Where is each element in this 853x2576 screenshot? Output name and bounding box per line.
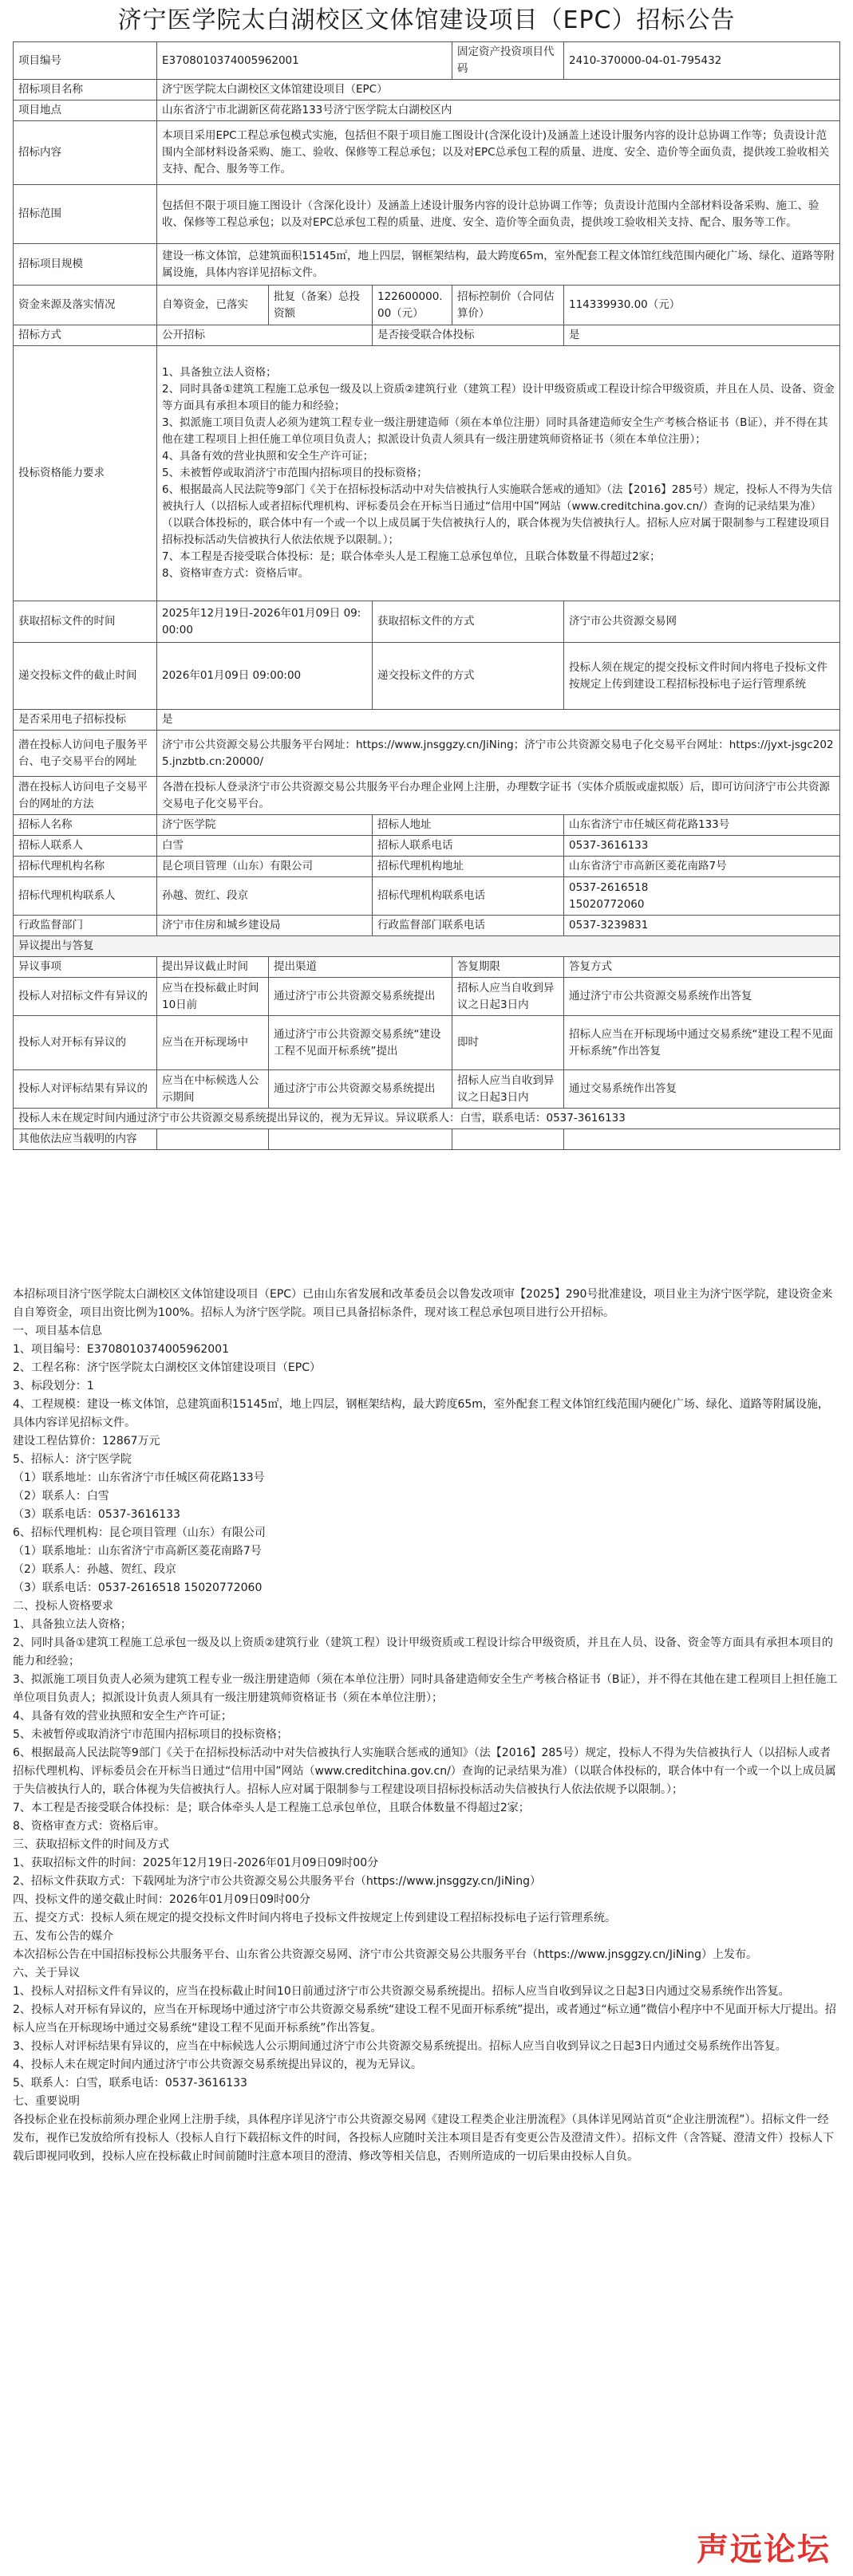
cell-value: 投标人对开标有异议的 (14, 1016, 157, 1070)
body-paragraph: 1、项目编号：E3708010374005962001 (13, 1343, 229, 1356)
cell-value: 济宁市公共资源交易公共服务平台网址：https://www.jnsggzy.cn/JiNing；济宁市公共资源交易电子化交易平台网址：https://jyxt-jsgc2025.jnzbtb.cn:20000/ (157, 731, 840, 777)
cell-label: 招标人联系人 (14, 836, 157, 857)
body-paragraph: 5、招标人：济宁医学院 (13, 1453, 132, 1466)
announcement-body (13, 1286, 839, 2166)
cell-value: 114339930.00（元） (564, 286, 840, 325)
cell-label: 招标项目规模 (14, 244, 157, 286)
table-row (14, 936, 840, 957)
column-header: 答复期限 (452, 957, 564, 978)
body-paragraph: 1、获取招标文件的时间：2025年12月19日-2026年01月09日09时00分 (13, 1857, 379, 1869)
requirement-item: 3、拟派施工项目负责人必须为建筑工程专业一级注册建造师（须在本单位注册）同时具备建造师安全生产考核合格证书（B证），并不得在其他在建工程项目上担任施工单位项目负责人；拟派设计负责人须具有一级注册建筑师资格证书（须在本单位注册）； (162, 416, 828, 446)
body-paragraph: 本招标项目济宁医学院太白湖校区文体馆建设项目（EPC）已由山东省发展和改革委员会以鲁发改项审【2025】290号批准建设，项目业主为济宁医学院，建设资金来自自筹资金，项目出资比例为100%。招标人为济宁医学院。项目已具备招标条件，现对该工程总承包项目进行公开招标。 (13, 1288, 833, 1319)
cell-label: 投标资格能力要求 (14, 346, 157, 601)
cell-label: 其他依法应当载明的内容 (14, 1129, 157, 1150)
body-paragraph: 五、提交方式：投标人须在规定的提交投标文件时间内将电子投标文件按规定上传到建设工程招标投标电子运行管理系统。 (13, 1912, 616, 1924)
section-heading: 二、投标人资格要求 (13, 1600, 113, 1613)
cell-label: 获取招标文件的时间 (14, 601, 157, 643)
body-paragraph: 各投标企业在投标前须办理企业网上注册手续，具体程序详见济宁市公共资源交易网《建设工程类企业注册流程》（具体详见网站首页“企业注册流程”）。招标文件一经发布，视作已发放给所有投标人（投标人自行下载招标文件的时间，各投标人应随时关注本项目是否有变更公告及澄清文件）。招标文件（含答疑、澄清文件）投标人下载后即视同收到，投标人应在投标截止时间前随时注意本项目的澄清、修改等相关信息，否则所造成的一切后果由投标人自负。 (13, 2113, 834, 2163)
body-paragraph: 2、同时具备①建筑工程施工总承包一级及以上资质②建筑行业（建筑工程）设计甲级资质或工程设计综合甲级资质，并且在人员、设备、资金等方面具有承担本项目的能力和经验； (13, 1637, 834, 1668)
cell-value: 即时 (452, 1016, 564, 1070)
cell-label: 项目地点 (14, 100, 157, 121)
cell-value: 招标人应当在开标现场中通过交易系统“建设工程不见面开标系统”作出答复 (564, 1016, 840, 1070)
body-paragraph: 4、具备有效的营业执照和安全生产许可证； (13, 1710, 232, 1723)
cell-label: 潜在投标人访问电子服务平台、电子交易平台的网址 (14, 731, 157, 777)
cell-value: 通过济宁市公共资源交易系统提出 (269, 1070, 452, 1109)
cell-label: 批复（备案）总投资额 (269, 286, 373, 325)
table-row (14, 815, 840, 836)
cell-value: 济宁市住房和城乡建设局 (157, 916, 373, 936)
requirement-item: 2、同时具备①建筑工程施工总承包一级及以上资质②建筑行业（建筑工程）设计甲级资质或工程设计综合甲级资质，并且在人员、设备、资金等方面具有承担本项目的能力和经验； (162, 383, 835, 412)
cell-label: 招标代理机构名称 (14, 857, 157, 877)
table-row (14, 916, 840, 936)
cell-value: 0537-3616133 (564, 836, 840, 857)
table-row (14, 1070, 840, 1109)
cell-label: 是否接受联合体投标 (373, 325, 564, 346)
column-header: 提出异议截止时间 (157, 957, 269, 978)
cell-value: 包括但不限于项目施工图设计（含深化设计）及涵盖上述设计服务内容的设计总协调工作等；负责设计范围内全部材料设备采购、施工、验收、保修等工程总承包；以及对EPC总承包工程的质量、进度、安全、造价等全面负责，提供竣工验收相关支持、配合、服务等工作。 (157, 185, 840, 244)
body-paragraph: （2）联系人：白雪 (13, 1490, 109, 1503)
section-heading: 四、投标文件的递交截止时间：2026年01月09日09时00分 (13, 1893, 310, 1906)
cell-label: 招标方式 (14, 325, 157, 346)
cell-value (564, 877, 840, 916)
body-paragraph: 3、标段划分：1 (13, 1380, 94, 1392)
body-paragraph: 2、工程名称：济宁医学院太白湖校区文体馆建设项目（EPC） (13, 1361, 321, 1374)
cell-label: 递交投标文件的方式 (373, 643, 564, 710)
table-row (14, 1016, 840, 1070)
cell-label: 固定资产投资项目代码 (452, 42, 564, 80)
body-paragraph: 1、具备独立法人资格； (13, 1618, 132, 1631)
cell-label: 行政监督部门联系电话 (373, 916, 564, 936)
cell-label: 招标内容 (14, 121, 157, 185)
cell-label: 招标范围 (14, 185, 157, 244)
cell-value: 山东省济宁市高新区菱花南路7号 (564, 857, 840, 877)
cell-value: 山东省济宁市北湖新区荷花路133号济宁医学院太白湖校区内 (157, 100, 840, 121)
cell-value: 自筹资金，已落实 (157, 286, 269, 325)
table-row (14, 244, 840, 286)
body-paragraph: 建设工程估算价：12867万元 (13, 1435, 160, 1448)
table-row (14, 957, 840, 978)
cell-value: 应当在开标现场中 (157, 1016, 269, 1070)
body-paragraph: 本次招标公告在中国招标投标公共服务平台、山东省公共资源交易网、济宁市公共资源交易公共服务平台（https://www.jnsggzy.cn/JiNing）上发布。 (13, 1948, 758, 1961)
cell-value: 通过济宁市公共资源交易系统提出 (269, 978, 452, 1016)
cell-label: 行政监督部门 (14, 916, 157, 936)
objection-note: 投标人未在规定时间内通过济宁市公共资源交易系统提出异议的，视为无异议。异议联系人：白雪，联系电话：0537-3616133 (14, 1109, 840, 1129)
cell-value: 公开招标 (157, 325, 373, 346)
body-paragraph: 5、未被暂停或取消济宁市范围内招标项目的投标资格； (13, 1728, 288, 1741)
cell-value: 投标人须在规定的提交投标文件时间内将电子投标文件按规定上传到建设工程招标投标电子运行管理系统 (564, 643, 840, 710)
table-row (14, 100, 840, 121)
body-paragraph: 2、投标人对开标有异议的，应当在开标现场中通过济宁市公共资源交易系统“建设工程不见面开标系统”提出，或者通过“标立通”微信小程序中不见面开标大厅提出。招标人应当在开标现场中通过交易系统“建设工程不见面开标系统”作出答复。 (13, 2003, 836, 2034)
cell-label: 项目编号 (14, 42, 157, 80)
cell-value: 0537-3239831 (564, 916, 840, 936)
cell-label: 递交投标文件的截止时间 (14, 643, 157, 710)
body-paragraph: 1、投标人对招标文件有异议的，应当在投标截止时间10日前通过济宁市公共资源交易系统提出。招标人应当自收到异议之日起3日内通过交易系统作出答复。 (13, 1985, 790, 1998)
column-header: 异议事项 (14, 957, 157, 978)
cell-label: 招标人地址 (373, 815, 564, 836)
cell-value: 投标人对评标结果有异议的 (14, 1070, 157, 1109)
table-row (14, 877, 840, 916)
phone-number: 15020772060 (569, 897, 645, 911)
body-paragraph: 3、拟派施工项目负责人必须为建筑工程专业一级注册建造师（须在本单位注册）同时具备建造师安全生产考核合格证书（B证），并不得在其他在建工程项目上担任施工单位项目负责人；拟派设计负责人须具有一级注册建筑师资格证书（须在本单位注册）； (13, 1673, 838, 1704)
tender-info-table (13, 41, 840, 1150)
cell-value (269, 1129, 452, 1150)
body-paragraph: （1）联系地址：山东省济宁市高新区菱花南路7号 (13, 1545, 262, 1558)
table-row (14, 1129, 840, 1150)
table-row (14, 710, 840, 731)
table-row (14, 42, 840, 80)
table-row (14, 601, 840, 643)
cell-label: 招标代理机构联系电话 (373, 877, 564, 916)
cell-value: 是 (564, 325, 840, 346)
table-row (14, 1109, 840, 1129)
table-row (14, 286, 840, 325)
body-paragraph: 6、根据最高人民法院等9部门《关于在招标投标活动中对失信被执行人实施联合惩戒的通知》（法【2016】285号）规定，投标人不得为失信被执行人（以招标人或者招标代理机构、评标委员会在开标当日通过“信用中国”网站（www.creditchina.gov.cn/）查询的记录结果为准）（以联合体投标的，联合体中有一个或一个以上成员属于失信被执行人的，联合体视为失信被执行人。招标人应对属于限制参与工程建设项目招标投标活动失信被执行人依法依规予以限制。）； (13, 1747, 836, 1796)
cell-value (157, 1129, 269, 1150)
cell-value (564, 1129, 840, 1150)
cell-value: 应当在中标候选人公示期间 (157, 1070, 269, 1109)
cell-value: 应当在投标截止时间10日前 (157, 978, 269, 1016)
cell-value: 济宁市公共资源交易网 (564, 601, 840, 643)
table-row (14, 731, 840, 777)
cell-value (452, 1129, 564, 1150)
cell-value: 建设一栋文体馆，总建筑面积15145㎡，地上四层，钢框架结构，最大跨度65m，室外配套工程文体馆红线范围内硬化广场、绿化、道路等附属设施，具体内容详见招标文件。 (157, 244, 840, 286)
cell-value: 通过交易系统作出答复 (564, 1070, 840, 1109)
cell-label: 是否采用电子招标投标 (14, 710, 157, 731)
cell-value: 孙越、贺红、段京 (157, 877, 373, 916)
cell-label: 招标人名称 (14, 815, 157, 836)
cell-value: 各潜在投标人登录济宁市公共资源交易公共服务平台办理企业网上注册，办理数字证书（实体介质版或虚拟版）后，即可访问济宁市公共资源交易电子化交易平台。 (157, 777, 840, 815)
body-paragraph: 2、招标文件获取方式：下载网址为济宁市公共资源交易公共服务平台（https://www.jnsggzy.cn/JiNing） (13, 1875, 541, 1888)
cell-value: 本项目采用EPC工程总承包模式实施，包括但不限于项目施工图设计(含深化设计)及涵盖上述设计服务内容的设计总协调工作等；负责设计范围内全部材料设备采购、施工、验收、保修等工程总承包；以及对EPC总承包工程的质量、进度、安全、造价等全面负责，提供竣工验收相关支持、配合、服务等工作。 (157, 121, 840, 185)
cell-value: 通过济宁市公共资源交易系统“建设工程不见面开标系统”提出 (269, 1016, 452, 1070)
body-paragraph: 3、投标人对评标结果有异议的，应当在中标候选人公示期间通过济宁市公共资源交易系统提出。招标人应当自收到异议之日起3日内通过交易系统作出答复。 (13, 2040, 787, 2053)
cell-value: 济宁医学院太白湖校区文体馆建设项目（EPC） (157, 80, 840, 100)
cell-label: 招标代理机构地址 (373, 857, 564, 877)
cell-label: 招标项目名称 (14, 80, 157, 100)
cell-value: 昆仑项目管理（山东）有限公司 (157, 857, 373, 877)
requirement-item: 4、具备有效的营业执照和安全生产许可证； (162, 450, 374, 463)
section-heading: 六、关于异议 (13, 1967, 80, 1979)
cell-value: 2026年01月09日 09:00:00 (157, 643, 373, 710)
table-row (14, 836, 840, 857)
page-title: 济宁医学院太白湖校区文体馆建设项目（EPC）招标公告 (117, 6, 736, 34)
body-paragraph: 6、招标代理机构：昆仑项目管理（山东）有限公司 (13, 1526, 266, 1539)
cell-value: 投标人对招标文件有异议的 (14, 978, 157, 1016)
cell-label: 获取招标文件的方式 (373, 601, 564, 643)
body-paragraph: 4、工程规模：建设一栋文体馆，总建筑面积15145㎡，地上四层，钢框架结构，最大跨度65m，室外配套工程文体馆红线范围内硬化广场、绿化、道路等附属设施，具体内容详见招标文件。 (13, 1398, 829, 1429)
body-paragraph: 8、资格审查方式：资格后审。 (13, 1820, 165, 1833)
body-paragraph: （1）联系地址：山东省济宁市任城区荷花路133号 (13, 1471, 265, 1484)
requirement-item: 5、未被暂停或取消济宁市范围内招标项目的投标资格； (162, 467, 428, 479)
section-heading: 三、获取招标文件的时间及方式 (13, 1838, 169, 1851)
column-header: 提出渠道 (269, 957, 452, 978)
requirement-item: 8、资格审查方式：资格后审。 (162, 567, 310, 580)
cell-value: 招标人应当自收到异议之日起3日内 (452, 978, 564, 1016)
cell-value: 122600000.00（元） (373, 286, 452, 325)
requirement-item: 6、根据最高人民法院等9部门《关于在招标投标活动中对失信被执行人实施联合惩戒的通知》（法【2016】285号）规定，投标人不得为失信被执行人（以招标人或者招标代理机构、评标委员会在开标当日通过“信用中国”网站（www.creditchina.gov.cn/）查询的记录结果为准）（以联合体投标的，联合体中有一个或一个以上成员属于失信被执行人的，联合体视为失信被执行人。招标人应对属于限制参与工程建设项目招标投标活动失信被执行人依法依规予以限制。）； (162, 483, 833, 546)
cell-label: 潜在投标人访问电子交易平台的网址的方法 (14, 777, 157, 815)
cell-value: 是 (157, 710, 840, 731)
section-heading: 一、项目基本信息 (13, 1325, 102, 1337)
table-row (14, 80, 840, 100)
cell-label: 招标人联系电话 (373, 836, 564, 857)
body-paragraph: （3）联系电话：0537-2616518 15020772060 (13, 1581, 263, 1594)
forum-watermark-logo: 声远论坛 (697, 2531, 831, 2568)
cell-label: 招标控制价（合同估算价） (452, 286, 564, 325)
column-header: 答复方式 (564, 957, 840, 978)
table-row (14, 325, 840, 346)
body-paragraph: （2）联系人：孙越、贺红、段京 (13, 1563, 176, 1576)
body-paragraph: 5、联系人：白雪，联系电话：0537-3616133 (13, 2077, 247, 2090)
requirement-item: 7、本工程是否接受联合体投标：是；联合体牵头人是工程施工总承包单位，且联合体数量不得超过2家； (162, 550, 661, 563)
qualification-requirements (157, 346, 840, 601)
table-row (14, 121, 840, 185)
table-row (14, 185, 840, 244)
cell-label: 招标代理机构联系人 (14, 877, 157, 916)
body-paragraph: 4、投标人未在规定时间内通过济宁市公共资源交易系统提出异议的，视为无异议。 (13, 2058, 422, 2071)
cell-value: 白雪 (157, 836, 373, 857)
table-row (14, 978, 840, 1016)
phone-number: 0537-2616518 (569, 880, 649, 894)
cell-value: 通过济宁市公共资源交易系统作出答复 (564, 978, 840, 1016)
cell-value: 2410-370000-04-01-795432 (564, 42, 840, 80)
cell-value: E3708010374005962001 (157, 42, 452, 80)
requirement-item: 1、具备独立法人资格； (162, 366, 277, 379)
cell-value: 2025年12月19日-2026年01月09日 09:00:00 (157, 601, 373, 643)
cell-value: 济宁医学院 (157, 815, 373, 836)
body-paragraph: （3）联系电话：0537-3616133 (13, 1508, 180, 1521)
table-row (14, 777, 840, 815)
section-heading: 七、重要说明 (13, 2095, 80, 2108)
table-row (14, 643, 840, 710)
table-row (14, 346, 840, 601)
cell-value: 招标人应当自收到异议之日起3日内 (452, 1070, 564, 1109)
cell-label: 资金来源及落实情况 (14, 286, 157, 325)
section-heading: 五、发布公告的媒介 (13, 1930, 113, 1943)
cell-value: 山东省济宁市任城区荷花路133号 (564, 815, 840, 836)
table-row (14, 857, 840, 877)
body-paragraph: 7、本工程是否接受联合体投标：是；联合体牵头人是工程施工总承包单位，且联合体数量不得超过2家； (13, 1802, 530, 1814)
section-header: 异议提出与答复 (14, 936, 840, 957)
